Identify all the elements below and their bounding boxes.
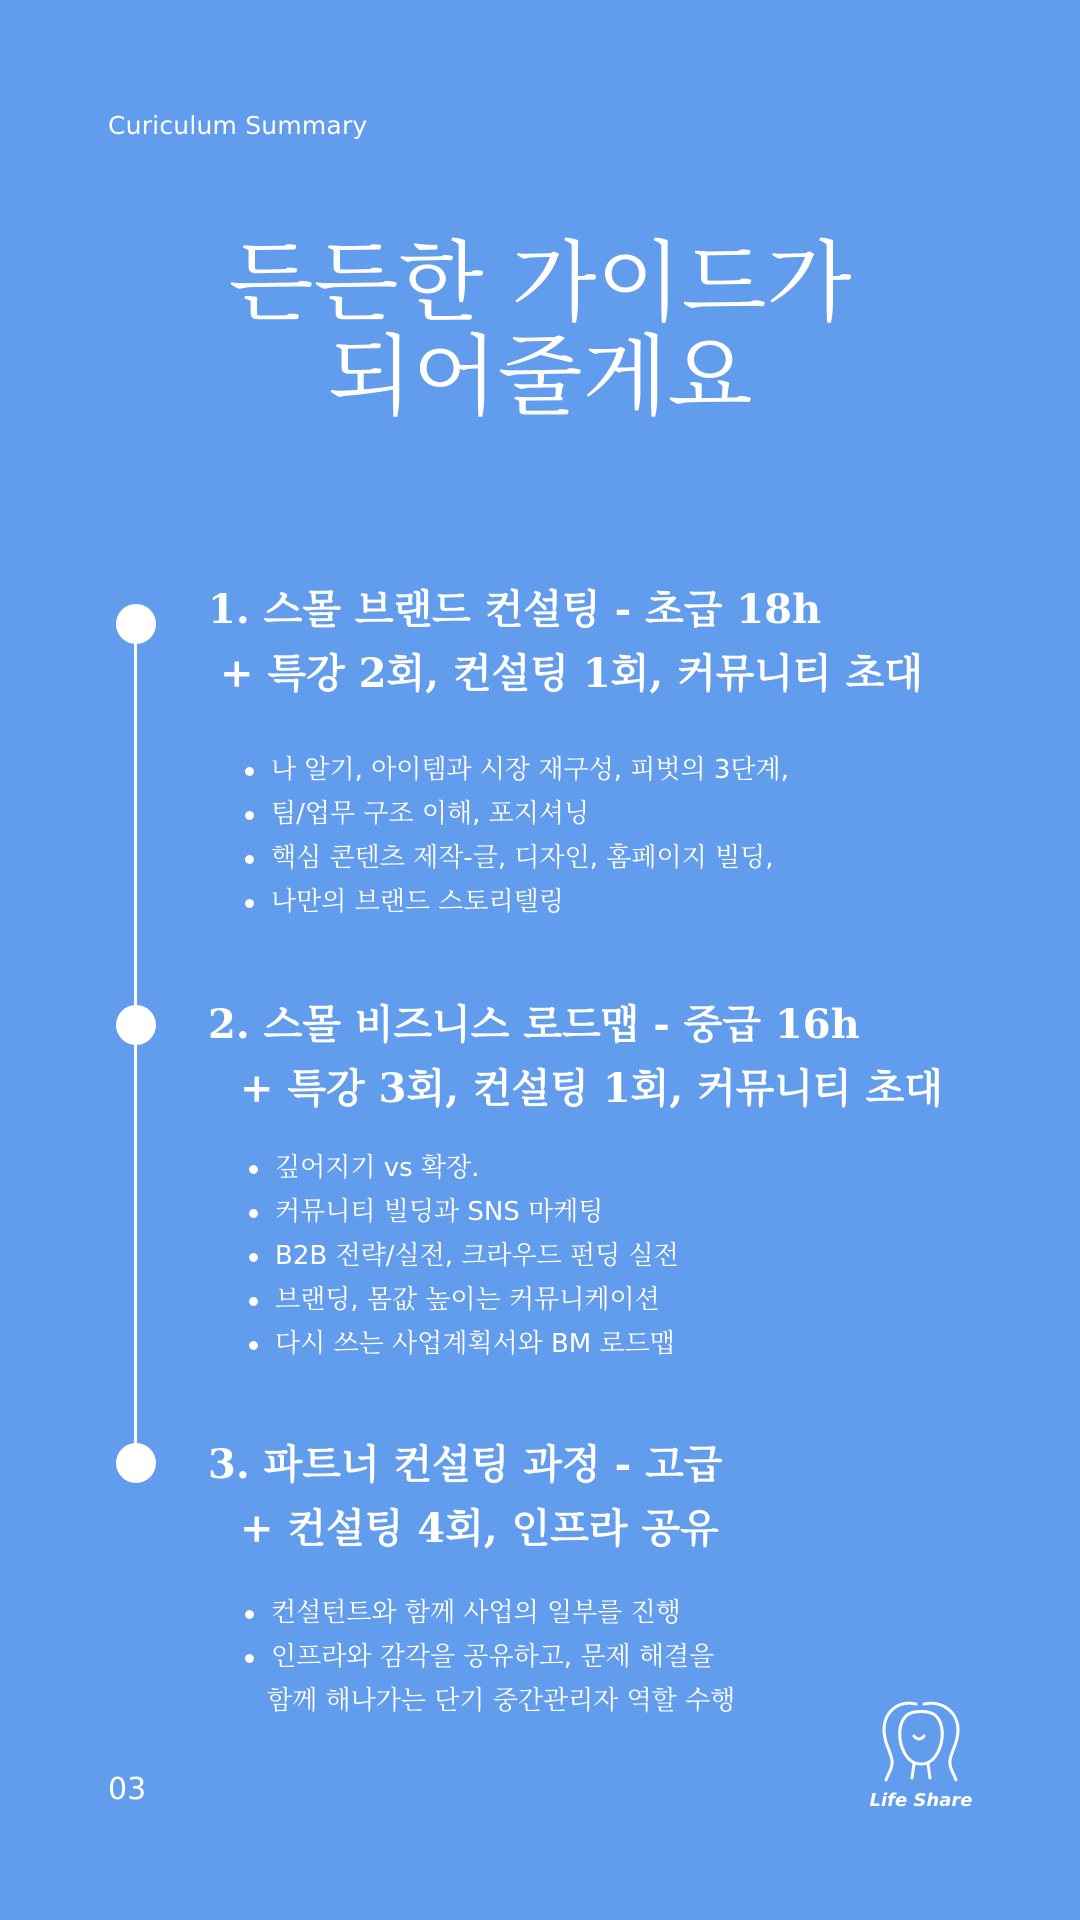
page-number: 03 bbox=[108, 1772, 147, 1807]
section-3-heading-line-1: 3. 파트너 컨설팅 과정 - 고급 bbox=[208, 1441, 723, 1488]
section-3-heading bbox=[208, 1433, 722, 1561]
section-1-heading-line-1: 1. 스몰 브랜드 컨설팅 - 초급 18h bbox=[208, 586, 822, 633]
page-title-line-2: 되어줄게요 bbox=[327, 325, 753, 428]
section-2-heading-line-1: 2. 스몰 비즈니스 로드맵 - 중급 16h bbox=[208, 1001, 860, 1048]
list-item: 컨설턴트와 함께 사업의 일부를 진행 bbox=[245, 1591, 735, 1635]
timeline-dot-icon bbox=[116, 604, 156, 644]
page-subtitle: Curiculum Summary bbox=[108, 111, 368, 140]
timeline-dot-icon bbox=[116, 1443, 156, 1483]
timeline-dot-icon bbox=[116, 1005, 156, 1045]
list-item: 다시 쓰는 사업계획서와 BM 로드맵 bbox=[249, 1322, 679, 1366]
list-item: 팀/업무 구조 이해, 포지셔닝 bbox=[245, 792, 789, 836]
page-title-line-1: 든든한 가이드가 bbox=[228, 231, 852, 334]
list-item: 핵심 콘텐츠 제작-글, 디자인, 홈페이지 빌딩, bbox=[245, 836, 789, 880]
section-1-heading bbox=[208, 578, 923, 706]
list-item: 커뮤니티 빌딩과 SNS 마케팅 bbox=[249, 1190, 679, 1234]
list-item: B2B 전략/실전, 크라우드 펀딩 실전 bbox=[249, 1234, 679, 1278]
section-2-bullet-list bbox=[249, 1146, 679, 1366]
list-item: 나만의 브랜드 스토리텔링 bbox=[245, 880, 789, 924]
life-share-logo bbox=[866, 1698, 976, 1818]
section-1-bullet-list bbox=[245, 748, 789, 924]
section-2-heading-line-2: + 특강 3회, 컨설팅 1회, 커뮤니티 초대 bbox=[240, 1065, 943, 1112]
section-3-heading-line-2: + 컨설팅 4회, 인프라 공유 bbox=[240, 1505, 719, 1552]
logo-text: Life Share bbox=[869, 1790, 973, 1811]
page-title bbox=[0, 231, 1080, 428]
list-item: 인프라와 감각을 공유하고, 문제 해결을 bbox=[245, 1635, 735, 1679]
list-item: 브랜딩, 몸값 높이는 커뮤니케이션 bbox=[249, 1278, 679, 1322]
two-faces-logo-icon bbox=[876, 1698, 966, 1790]
list-item: 깊어지기 vs 확장. bbox=[249, 1146, 679, 1190]
list-item-continuation: 함께 해나가는 단기 중간관리자 역할 수행 bbox=[267, 1686, 736, 1716]
section-1-heading-line-2: + 특강 2회, 컨설팅 1회, 커뮤니티 초대 bbox=[220, 650, 923, 697]
section-2-heading bbox=[208, 993, 943, 1121]
section-3-bullet-list bbox=[245, 1591, 735, 1723]
list-item: 나 알기, 아이템과 시장 재구성, 피벗의 3단계, bbox=[245, 748, 789, 792]
